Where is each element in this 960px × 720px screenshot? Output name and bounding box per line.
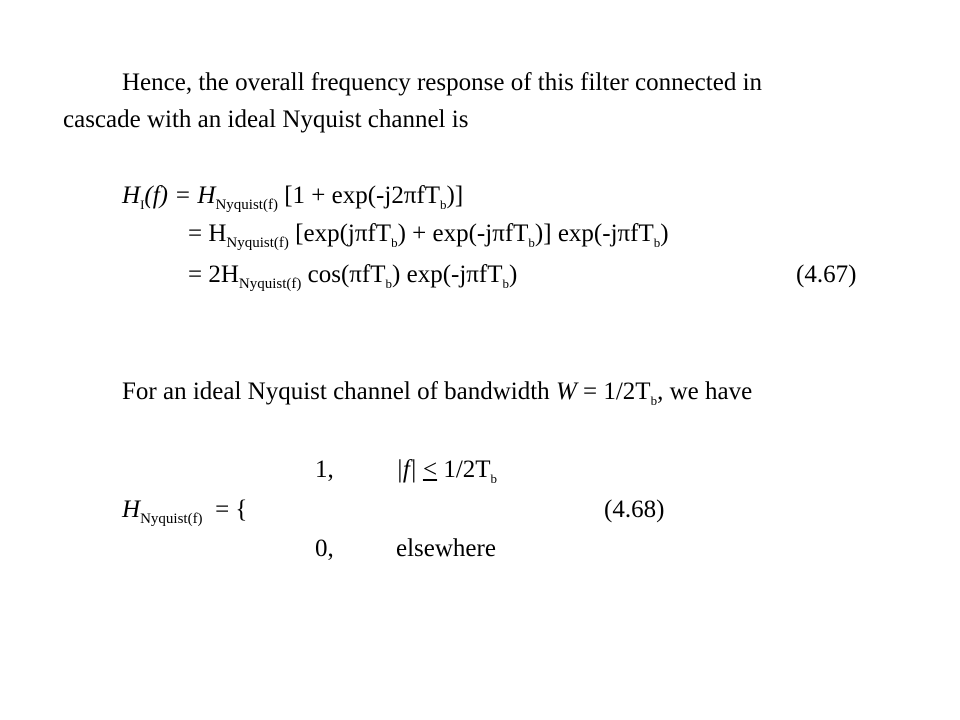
eq468-nyquist-sub: Nyquist(f)	[140, 511, 203, 527]
equation-4-67-row-1	[122, 182, 464, 213]
eq-row3-body: cos(πfT	[301, 261, 386, 288]
eq-lhs-sub: I	[140, 197, 145, 212]
paragraph-2	[122, 378, 753, 408]
eq468-abs-f: |f|	[396, 456, 417, 483]
para2-text-before: For an ideal Nyquist channel of bandwidth	[122, 378, 556, 405]
eq-row3-end: )	[509, 261, 518, 288]
para2-text-after: , we have	[657, 378, 753, 405]
eq468-h: H	[122, 496, 141, 523]
eq-b-sub: b	[440, 197, 447, 212]
eq-row1-prefix: = H	[168, 182, 216, 209]
para2-b-sub: b	[650, 393, 658, 408]
eq-row2-end: )	[660, 220, 669, 247]
eq-row2-mid2: )] exp(-jπfT	[534, 220, 654, 247]
eq-nyquist-sub: Nyquist(f)	[215, 197, 278, 213]
eq468-brace: = {	[202, 496, 248, 523]
eq-row2-prefix: = H	[188, 220, 227, 247]
eq-b-sub: b	[385, 276, 393, 291]
eq468-case1-value: 1,	[315, 456, 334, 483]
eq468-leq: <	[422, 456, 438, 483]
para2-w: W	[555, 378, 577, 405]
eq-lhs-arg: (f)	[144, 182, 169, 209]
eq468-case2-condition: elsewhere	[396, 535, 496, 562]
eq-b-sub: b	[653, 235, 661, 250]
eq-b-sub: b	[502, 276, 510, 291]
eq-row3-mid: ) exp(-jπfT	[392, 261, 503, 288]
eq468-case1-condition	[396, 456, 498, 486]
eq-row1-end: )]	[446, 182, 464, 209]
equation-number-4-67: (4.67)	[796, 261, 857, 288]
equation-number-4-68: (4.68)	[604, 496, 665, 523]
eq-nyquist-sub: Nyquist(f)	[238, 276, 302, 292]
intro-line-1: Hence, the overall frequency response of this filter connected in	[122, 69, 763, 96]
eq-b-sub: b	[528, 235, 535, 250]
eq-row1-body: [1 + exp(-j2πfT	[277, 182, 441, 209]
eq468-b-sub: b	[490, 471, 498, 486]
eq-lhs-h: H	[122, 182, 141, 209]
eq-row2-mid: ) + exp(-jπfT	[397, 220, 529, 247]
intro-line-2: cascade with an ideal Nyquist channel is	[63, 106, 469, 133]
eq-row3-prefix: = 2H	[188, 261, 239, 288]
eq-row2-body: [exp(jπfT	[288, 220, 392, 247]
eq-b-sub: b	[391, 235, 398, 250]
equation-4-67-row-2	[188, 220, 669, 251]
eq468-case2-value: 0,	[315, 535, 334, 562]
eq468-cond-rest: 1/2T	[437, 456, 491, 483]
equation-4-67-row-3	[188, 261, 518, 292]
eq-nyquist-sub: Nyquist(f)	[226, 235, 289, 251]
eq468-lhs	[122, 496, 248, 527]
para2-eq-part: = 1/2T	[576, 378, 651, 405]
